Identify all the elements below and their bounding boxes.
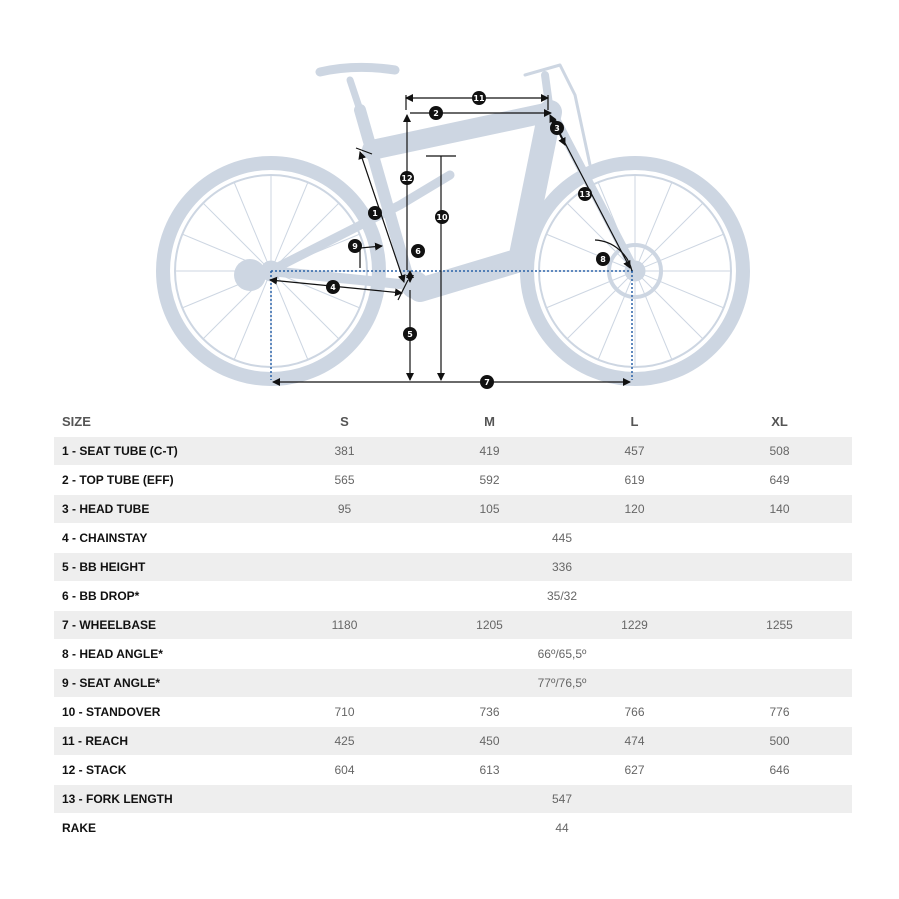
svg-text:5: 5 <box>407 330 413 339</box>
header-size-l: L <box>562 406 707 437</box>
marker-9 <box>348 239 362 253</box>
row-value: 105 <box>417 495 562 524</box>
marker-5 <box>403 327 417 341</box>
row-label: RAKE <box>54 814 272 843</box>
row-value: 419 <box>417 437 562 466</box>
bike-silhouette <box>163 65 743 379</box>
svg-text:8: 8 <box>600 255 606 264</box>
row-value-all-sizes: 44 <box>272 814 852 843</box>
table-row <box>54 640 852 669</box>
row-label: 3 - HEAD TUBE <box>54 495 272 524</box>
row-label: 8 - HEAD ANGLE* <box>54 640 272 669</box>
marker-3 <box>550 121 564 135</box>
row-label: 1 - SEAT TUBE (C-T) <box>54 437 272 466</box>
row-value-all-sizes: 35/32 <box>272 582 852 611</box>
row-value: 627 <box>562 756 707 785</box>
geometry-table <box>54 406 852 843</box>
table-row <box>54 437 852 466</box>
marker-2 <box>429 106 443 120</box>
marker-7 <box>480 375 494 389</box>
svg-text:9: 9 <box>352 242 358 251</box>
row-value: 474 <box>562 727 707 756</box>
row-value: 500 <box>707 727 852 756</box>
row-value: 1255 <box>707 611 852 640</box>
bike-geometry-diagram <box>0 0 899 400</box>
table-row <box>54 466 852 495</box>
row-value: 613 <box>417 756 562 785</box>
row-value: 1229 <box>562 611 707 640</box>
row-value: 592 <box>417 466 562 495</box>
row-value: 646 <box>707 756 852 785</box>
row-value: 140 <box>707 495 852 524</box>
row-value: 1205 <box>417 611 562 640</box>
row-value: 425 <box>272 727 417 756</box>
row-value: 565 <box>272 466 417 495</box>
svg-text:6: 6 <box>415 247 421 256</box>
marker-6 <box>411 244 425 258</box>
svg-text:1: 1 <box>372 209 378 218</box>
svg-text:12: 12 <box>401 174 413 183</box>
row-value-all-sizes: 66º/65,5º <box>272 640 852 669</box>
row-label: 10 - STANDOVER <box>54 698 272 727</box>
row-value: 508 <box>707 437 852 466</box>
row-label: 5 - BB HEIGHT <box>54 553 272 582</box>
row-value: 381 <box>272 437 417 466</box>
geometry-table-body <box>54 437 852 843</box>
row-value: 766 <box>562 698 707 727</box>
row-value-all-sizes: 77º/76,5º <box>272 669 852 698</box>
table-row <box>54 611 852 640</box>
row-value: 649 <box>707 466 852 495</box>
table-row <box>54 495 852 524</box>
row-value: 736 <box>417 698 562 727</box>
table-row <box>54 553 852 582</box>
table-row <box>54 524 852 553</box>
header-size: SIZE <box>54 406 272 437</box>
table-row <box>54 669 852 698</box>
table-row <box>54 814 852 843</box>
marker-8 <box>596 252 610 266</box>
svg-text:7: 7 <box>484 378 490 387</box>
table-row <box>54 727 852 756</box>
svg-text:13: 13 <box>579 190 591 199</box>
row-value: 450 <box>417 727 562 756</box>
row-label: 6 - BB DROP* <box>54 582 272 611</box>
svg-text:10: 10 <box>436 213 448 222</box>
table-row <box>54 756 852 785</box>
row-label: 4 - CHAINSTAY <box>54 524 272 553</box>
row-value-all-sizes: 336 <box>272 553 852 582</box>
header-size-m: M <box>417 406 562 437</box>
row-value-all-sizes: 445 <box>272 524 852 553</box>
header-size-s: S <box>272 406 417 437</box>
svg-text:2: 2 <box>433 109 439 118</box>
header-size-xl: XL <box>707 406 852 437</box>
row-label: 2 - TOP TUBE (EFF) <box>54 466 272 495</box>
row-value: 604 <box>272 756 417 785</box>
svg-text:4: 4 <box>330 283 336 292</box>
row-value: 710 <box>272 698 417 727</box>
row-value: 619 <box>562 466 707 495</box>
row-value: 95 <box>272 495 417 524</box>
marker-13 <box>578 187 592 201</box>
row-value: 1180 <box>272 611 417 640</box>
marker-12 <box>400 171 414 185</box>
row-label: 7 - WHEELBASE <box>54 611 272 640</box>
marker-1 <box>368 206 382 220</box>
row-value: 776 <box>707 698 852 727</box>
row-value: 120 <box>562 495 707 524</box>
row-label: 11 - REACH <box>54 727 272 756</box>
row-value-all-sizes: 547 <box>272 785 852 814</box>
table-row <box>54 785 852 814</box>
table-row <box>54 582 852 611</box>
table-row <box>54 698 852 727</box>
row-label: 12 - STACK <box>54 756 272 785</box>
svg-text:11: 11 <box>473 94 485 103</box>
marker-10 <box>435 210 449 224</box>
table-header-row <box>54 406 852 437</box>
svg-text:3: 3 <box>554 124 560 133</box>
marker-4 <box>326 280 340 294</box>
row-label: 13 - FORK LENGTH <box>54 785 272 814</box>
marker-11 <box>472 91 486 105</box>
row-label: 9 - SEAT ANGLE* <box>54 669 272 698</box>
row-value: 457 <box>562 437 707 466</box>
